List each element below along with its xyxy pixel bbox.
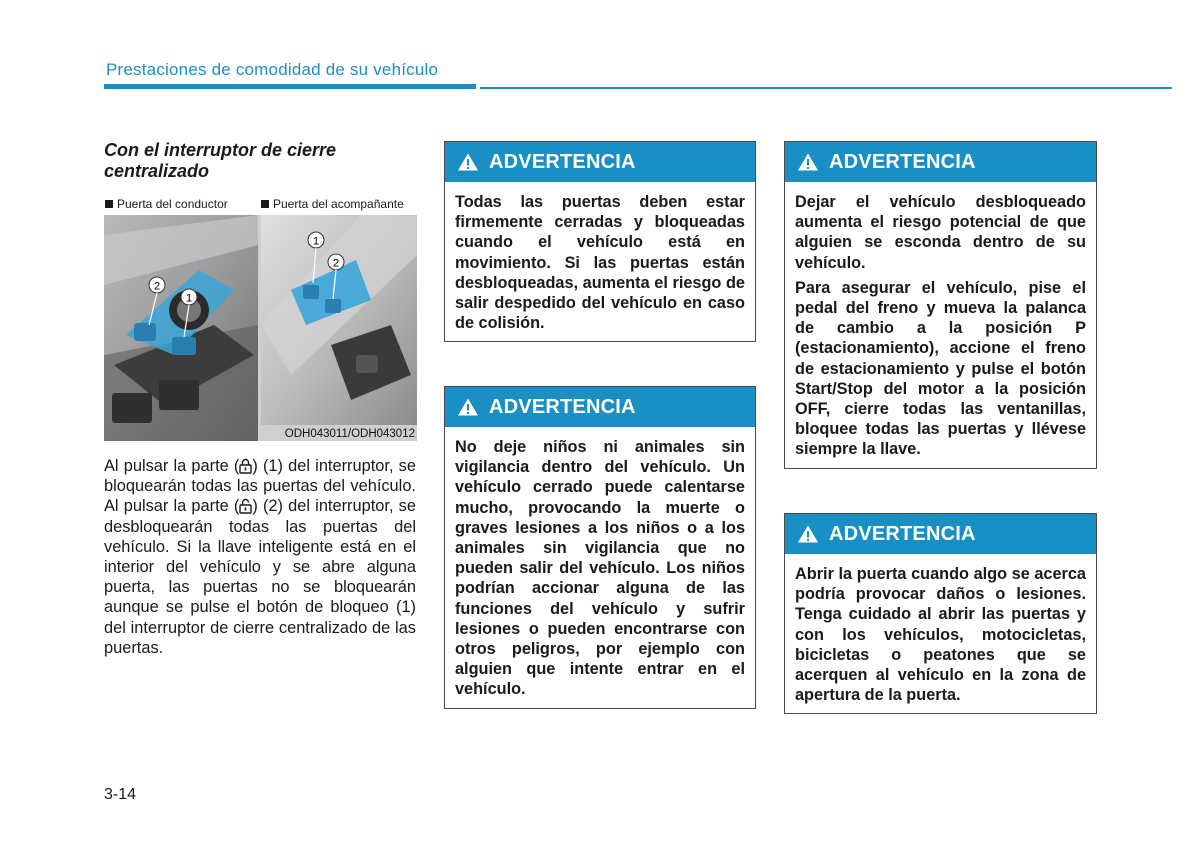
door-switch-photos (104, 215, 417, 441)
warning-box-opening-door (784, 513, 1097, 714)
warning-text: Todas las puertas deben estar firmemente cerradas y bloqueadas cuando el vehículo está en movimiento. Si las puertas están desbloqueadas, aumenta el riesgo de salir despedido del vehículo en caso de colisión. (455, 193, 745, 333)
warning-header (445, 142, 755, 182)
header-rule-thick (104, 84, 476, 89)
warning-body (785, 182, 1096, 468)
warning-title: ADVERTENCIA (829, 150, 976, 173)
warning-triangle-icon (457, 397, 479, 417)
caption-square-icon (261, 200, 269, 208)
warning-body (785, 554, 1096, 713)
section-title: Con el interruptor de cierre centralizado (104, 140, 337, 181)
warning-triangle-icon (457, 152, 479, 172)
figure-code: ODH043011/ODH043012 (284, 428, 415, 440)
warning-box-doors-locked (444, 141, 756, 342)
driver-door-photo (104, 215, 258, 441)
callout-label-2-passenger: 2 (332, 257, 340, 270)
warning-header (785, 514, 1096, 554)
page-number: 3-14 (104, 786, 137, 803)
warning-body (445, 182, 755, 341)
body-paragraph: Al pulsar la parte ( ) (1) del interruptor, se bloquearán todas las puertas del vehículo. Al pulsar la parte ( ) (2) del interruptor, se desbloquearán todas las puertas del vehículo. Si la llave inteligente está en el interior del vehículo y se abre alguna puerta, las puertas no se bloquearán aunque se pulse el botón de bloqueo (1) del interruptor de cierre centralizado de las puertas. (104, 457, 416, 657)
warning-header (445, 387, 755, 427)
caption-driver-door: Puerta del conductor (105, 197, 228, 211)
lock-closed-icon (239, 458, 252, 474)
callout-label-1: 1 (185, 292, 193, 305)
warning-triangle-icon (797, 152, 819, 172)
warning-text: Para asegurar el vehículo, pise el pedal del freno y mueva la palanca de cambio a la posición P (estacionamiento), accione el freno de estacionamiento y pulse el botón Start/Stop del motor a la posición OFF, cierre todas las ventanillas, bloquee todas las puertas y llévese siempre la llave. (795, 278, 1086, 459)
callout-label-2: 2 (153, 280, 161, 293)
warning-box-unlocked-vehicle (784, 141, 1097, 469)
warning-title: ADVERTENCIA (489, 150, 636, 173)
warning-triangle-icon (797, 524, 819, 544)
warning-text: Dejar el vehículo desbloqueado aumenta el riesgo potencial de que alguien se esconda dentro de su vehículo. (795, 193, 1086, 272)
warning-header (785, 142, 1096, 182)
warning-body (445, 427, 755, 708)
callout-label-1-passenger: 1 (312, 235, 320, 248)
caption-passenger-door: Puerta del acompañante (261, 197, 404, 211)
warning-title: ADVERTENCIA (829, 522, 976, 545)
header-rule-thin (480, 87, 1172, 89)
section-header-title: Prestaciones de comodidad de su vehículo (106, 60, 439, 79)
warning-text: Abrir la puerta cuando algo se acerca podría provocar daños o lesiones. Tenga cuidado al abrir las puertas y con los vehículos, motocicletas, bicicletas o peatones que se acerquen al vehículo en la zona de apertura de la puerta. (795, 565, 1086, 705)
lock-open-icon (239, 498, 252, 514)
warning-box-children-animals (444, 386, 756, 709)
warning-title: ADVERTENCIA (489, 395, 636, 418)
caption-square-icon (105, 200, 113, 208)
passenger-door-photo (261, 215, 417, 425)
warning-text: No deje niños ni animales sin vigilancia dentro del vehículo. Un vehículo cerrado puede calentarse mucho, provocando la muerte o graves lesiones a los niños o a los animales sin vigilancia que no pueden salir del vehículo. Los niños podrían accionar alguna de las funciones del vehículo y sufrir lesiones o pueden encontrarse con otros peligros, por ejemplo con alguien que intente entrar en el vehículo. (455, 438, 745, 699)
